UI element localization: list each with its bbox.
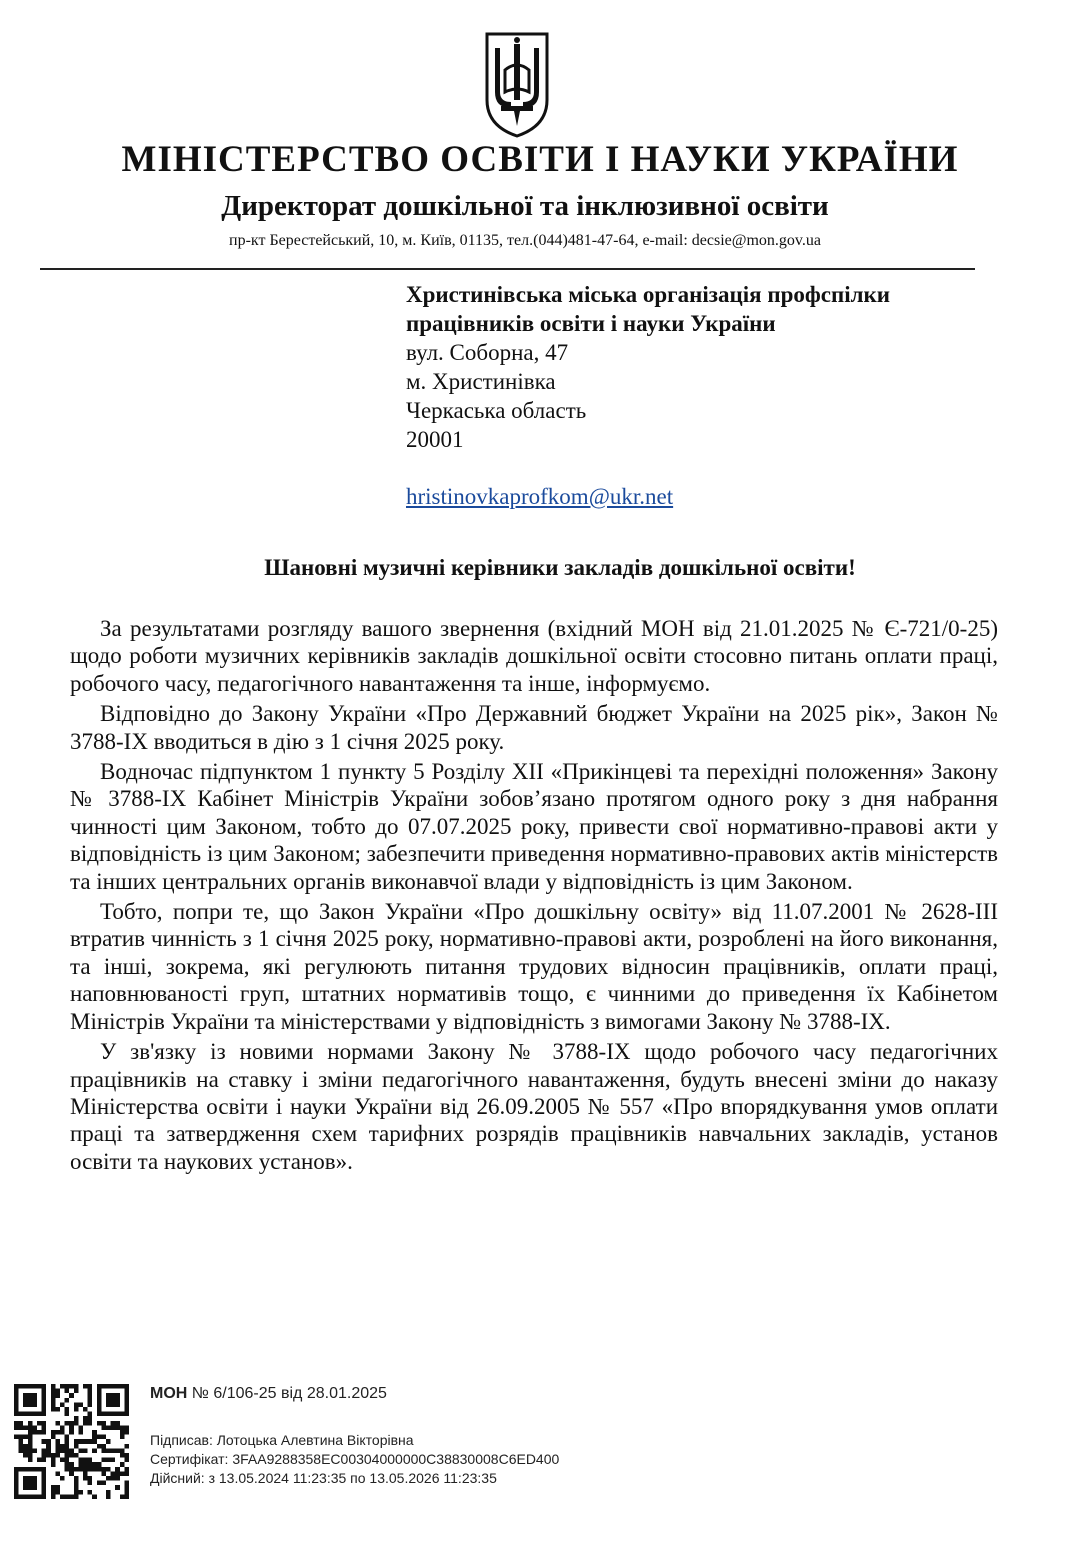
body-paragraph-3: Водночас підпунктом 1 пункту 5 Розділу XII «Прикінцеві та перехідні положення» Закону № 3788-IX Кабінет Міністрів України зобов’язано протягом одного року з дня набрання чинності цим Законом, тобто до 07.07.2025 року, привести свої нормативно-правові акти у відповідність із цим Законом; забезпечити приведення нормативно-правових актів міністерств та інших центральних органів виконавчої влади у відповідність із цим Законом.	[70, 759, 998, 894]
signature-footer	[14, 1384, 714, 1504]
addressee-postcode: 20001	[406, 427, 464, 452]
registration-number: № 6/106-25 від 28.01.2025	[187, 1385, 387, 1402]
qr-code-icon	[14, 1384, 129, 1499]
body-paragraph-1: За результатами розгляду вашого звернення (вхідний МОН від 21.01.2025 № Є-721/0-25) щодо роботи музичних керівників закладів дошкільної освіти стосовно питань оплати праці, робочого часу, педагогічного навантаження та інше, інформуємо.	[70, 616, 998, 696]
header-divider	[40, 268, 975, 270]
ministry-title: МІНІСТЕРСТВО ОСВІТИ І НАУКИ УКРАЇНИ	[121, 139, 959, 180]
signature-stamp	[150, 1384, 559, 1488]
addressee-org-line1: Христинівська міська організація профспілки	[406, 282, 891, 307]
registration-prefix: МОН	[150, 1385, 188, 1402]
coat-of-arms-icon	[483, 30, 551, 138]
contacts-line: пр-кт Берестейський, 10, м. Київ, 01135, тел.(044)481-47-64, e-mail: decsie@mon.gov.ua	[229, 232, 821, 249]
letter-body	[70, 615, 998, 1175]
addressee-block	[406, 280, 1026, 511]
body-paragraph-2: Відповідно до Закону України «Про Державний бюджет України на 2025 рік», Закон № 3788-IX вводиться в дію з 1 січня 2025 року.	[70, 701, 998, 754]
signer-line: Підписав: Лотоцька Алевтина Вікторівна	[150, 1432, 414, 1448]
addressee-street: вул. Соборна, 47	[406, 340, 569, 365]
addressee-region: Черкаська область	[406, 398, 587, 423]
directorate-title: Директорат дошкільної та інклюзивної освіти	[221, 190, 829, 222]
registration-line	[150, 1384, 559, 1403]
addressee-city: м. Христинівка	[406, 369, 556, 394]
salutation: Шановні музичні керівники закладів дошкільної освіти!	[264, 555, 856, 580]
addressee-email-link[interactable]: hristinovkaprofkom@ukr.net	[406, 484, 674, 509]
body-paragraph-4: Тобто, попри те, що Закон України «Про дошкільну освіту» від 11.07.2001 № 2628-III втратив чинність з 1 січня 2025 року, нормативно-правові акти, розроблені на його виконання, та інші, зокрема, які регулюють питання трудових відносин працівників, оплати праці, наповнюваності груп, штатних нормативів тощо, є чинними до приведення їх Кабінетом Міністрів України та міністерствами у відповідність з вимогами Закону № 3788-IX.	[70, 899, 998, 1034]
addressee-org-line2: працівників освіти і науки України	[406, 311, 776, 336]
validity-line: Дійсний: з 13.05.2024 11:23:35 по 13.05.2026 11:23:35	[150, 1470, 497, 1486]
body-paragraph-5: У зв'язку із новими нормами Закону № 3788-IX щодо робочого часу педагогічних працівників на ставку і зміни педагогічного навантаження, будуть внесені зміни до наказу Міністерства освіти і науки України від 26.09.2005 № 557 «Про впорядкування умов оплати праці та затвердження схем тарифних розрядів працівників навчальних закладів, установ освіти та наукових установ».	[70, 1039, 998, 1174]
certificate-line: Сертифікат: 3FAA9288358EC00304000000C38830008C6ED400	[150, 1451, 560, 1467]
